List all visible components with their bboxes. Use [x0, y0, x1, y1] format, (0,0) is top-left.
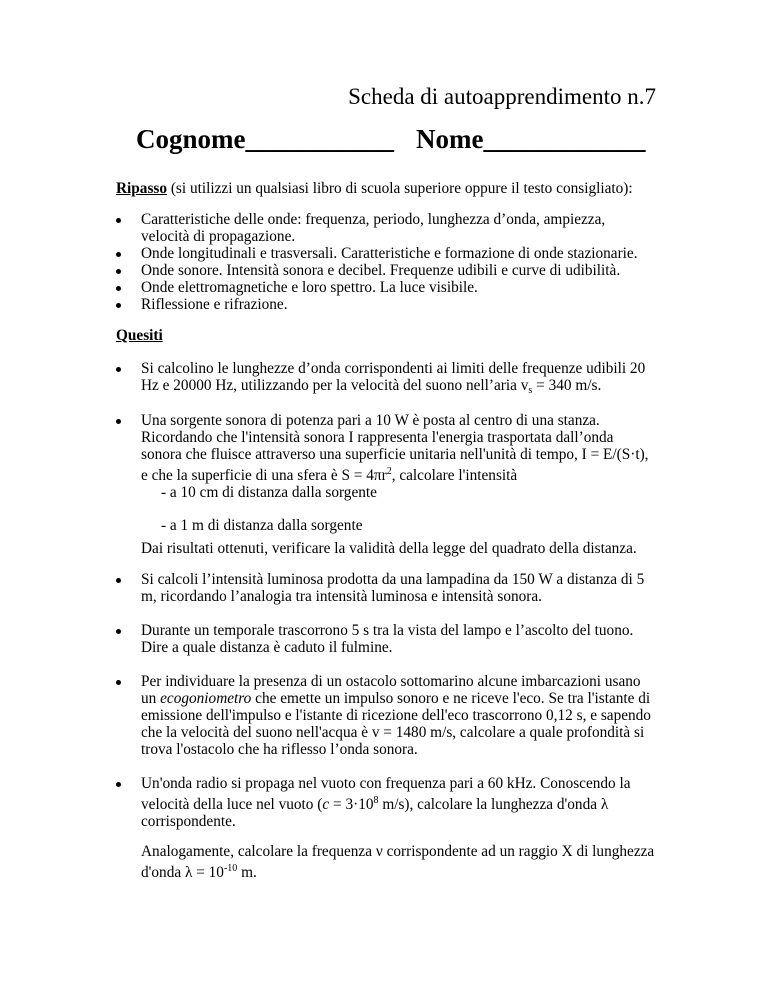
list-item: Onde longitudinali e trasversali. Caratteristiche e formazione di onde stazionarie.	[116, 245, 656, 262]
name-fields	[136, 124, 646, 155]
question-6: Un'onda radio si propaga nel vuoto con frequenza pari a 60 kHz. Conoscendo la velocità della luce nel vuoto ($c = 3\cdot 10^8$ m/s), calcolare la lunghezza d'onda λ corrispondente.	[116, 775, 656, 830]
question-2: Una sorgente sonora di potenza pari a 10 W è posta al centro di una stanza. Ricordando che l'intensità sonora I rappresenta l'energia trasportata dall’onda sonora che fluisce attraverso una superficie unitaria nell'unità di tempo, I = E/(S·t), e che la superficie di una sfera è $S = 4\pi r^2$, calcolare l'intensità - a 10 cm di distanza dalla sorgente - a 1 m di distanza dalla sorgente	[116, 412, 656, 534]
list-item: Caratteristiche delle onde: frequenza, periodo, lunghezza d’onda, ampiezza, velocità di propagazione.	[116, 211, 656, 245]
question-2-conclusion: Dai risultati ottenuti, verificare la validità della legge del quadrato della distanza.	[141, 540, 637, 557]
quesiti-heading: Quesiti	[116, 327, 163, 344]
bullet-icon	[116, 367, 121, 372]
bullet-icon	[116, 578, 121, 583]
bullet-icon	[116, 269, 121, 274]
question-4: Durante un temporale trascorrono 5 s tra la vista del lampo e l’ascolto del tuono. Dire a quale distanza è caduto il fulmine.	[116, 622, 656, 656]
question-3: Si calcoli l’intensità luminosa prodotta da una lampadina da 150 W a distanza di 5 m, ricordando l’analogia tra intensità luminosa e intensità sonora.	[116, 571, 656, 605]
ripasso-list	[116, 211, 656, 313]
ripasso-intro	[116, 180, 656, 197]
distance-item: - a 1 m di distanza dalla sorgente	[161, 517, 363, 534]
cognome-field: Cognome___________	[136, 124, 394, 154]
bullet-icon	[116, 252, 121, 257]
bullet-icon	[116, 286, 121, 291]
question-5: Per individuare la presenza di un ostacolo sottomarino alcune imbarcazioni usano un ecogoniometro che emette un impulso sonoro e ne riceve l'eco. Se tra l'istante di emissione dell'impulso e l'istante di ricezione dell'eco trascorrono 0,12 s, e sapendo che la velocità del suono nell'acqua è v = 1480 m/s, calcolare a quale profondità si trova l'ostacolo che ha riflesso l’onda sonora.	[116, 673, 656, 758]
question-6-part-2: Analogamente, calcolare la frequenza ν corrispondente ad un raggio X di lunghezza d'onda $\lambda = 10^{-10}$ m.	[141, 843, 655, 881]
nome-field: Nome____________	[416, 124, 646, 154]
distance-item: - a 10 cm di distanza dalla sorgente	[161, 484, 377, 501]
list-item: Onde sonore. Intensità sonora e decibel. Frequenze udibili e curve di udibilità.	[116, 262, 656, 279]
list-item: Onde elettromagnetiche e loro spettro. La luce visibile.	[116, 279, 656, 296]
bullet-icon	[116, 303, 121, 308]
page-title: Scheda di autoapprendimento n.7	[348, 84, 656, 109]
bullet-icon	[116, 680, 121, 685]
list-item: Riflessione e rifrazione.	[116, 296, 656, 313]
bullet-icon	[116, 629, 121, 634]
question-1: Si calcolino le lunghezze d’onda corrispondenti ai limiti delle frequenze udibili 20 Hz e 20000 Hz, utilizzando per la velocità del suono nell’aria vs = 340 m/s.	[116, 360, 656, 399]
bullet-icon	[116, 218, 121, 223]
ripasso-text: (si utilizzi un qualsiasi libro di scuola superiore oppure il testo consigliato):	[167, 180, 633, 197]
bullet-icon	[116, 782, 121, 787]
bullet-icon	[116, 419, 121, 424]
ripasso-heading: Ripasso	[116, 180, 168, 197]
